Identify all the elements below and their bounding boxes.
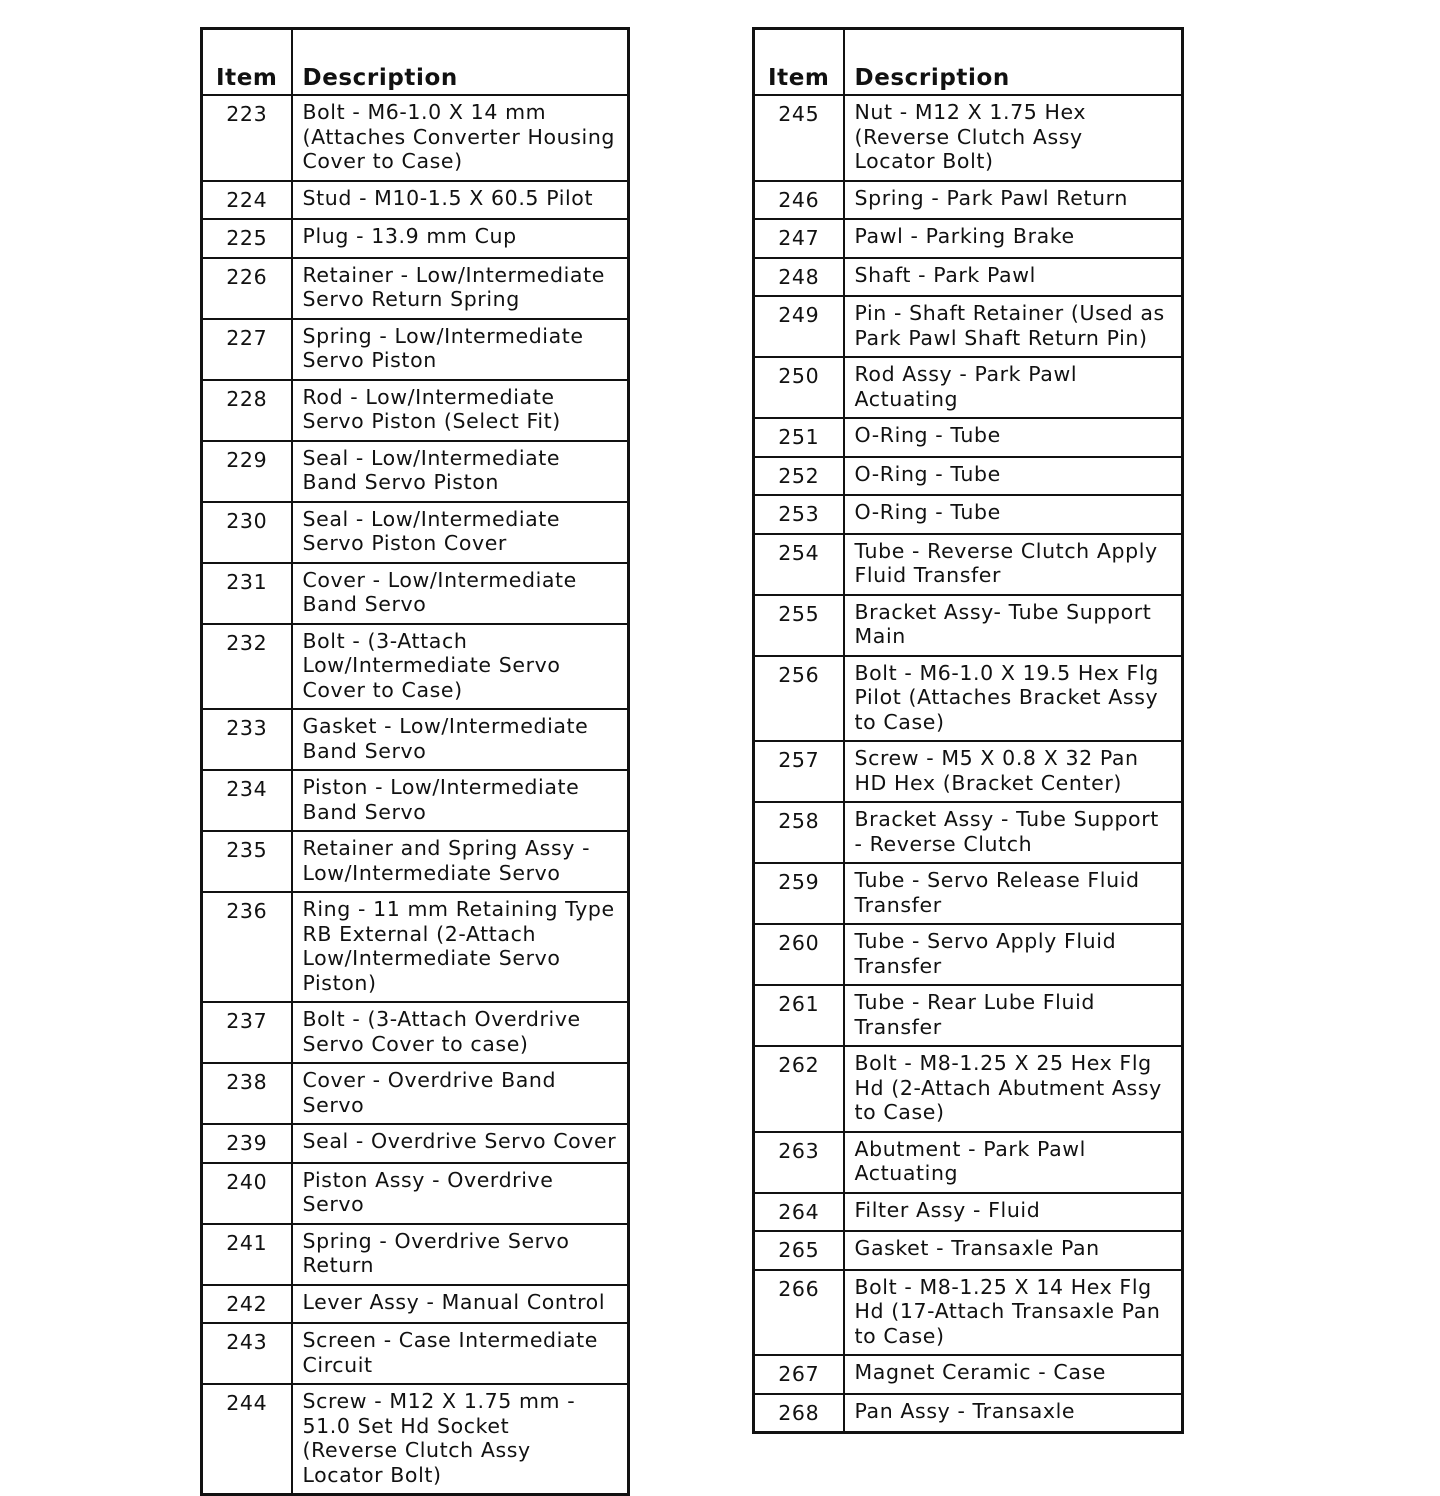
item-number: 260 [754,924,844,985]
item-number: 244 [202,1384,292,1495]
item-description: Seal - Overdrive Servo Cover [292,1124,629,1163]
item-description: Retainer - Low/Intermediate Servo Return Spring [292,258,629,319]
item-number: 233 [202,709,292,770]
item-number: 266 [754,1270,844,1356]
item-number: 224 [202,181,292,220]
table-row [754,985,1183,1046]
item-number: 246 [754,181,844,220]
item-number: 268 [754,1394,844,1433]
item-description: Filter Assy - Fluid [844,1193,1183,1232]
table-row [754,863,1183,924]
item-description: Bolt - M6-1.0 X 19.5 Hex Flg Pilot (Attaches Bracket Assy to Case) [844,656,1183,742]
item-number: 237 [202,1002,292,1063]
table-row [202,1063,629,1124]
item-number: 255 [754,595,844,656]
table-row [754,1193,1183,1232]
item-number: 248 [754,258,844,297]
item-number: 235 [202,831,292,892]
item-number: 227 [202,319,292,380]
item-description: Bracket Assy- Tube Support Main [844,595,1183,656]
item-description: Tube - Rear Lube Fluid Transfer [844,985,1183,1046]
item-number: 262 [754,1046,844,1132]
item-description: Lever Assy - Manual Control [292,1285,629,1324]
table-row [202,1124,629,1163]
item-description: Pin - Shaft Retainer (Used as Park Pawl Shaft Return Pin) [844,296,1183,357]
item-number: 251 [754,418,844,457]
table-header-row [754,29,1183,96]
item-number: 252 [754,457,844,496]
table-row [754,1394,1183,1433]
item-description: Gasket - Transaxle Pan [844,1231,1183,1270]
item-number: 228 [202,380,292,441]
item-description: Abutment - Park Pawl Actuating [844,1132,1183,1193]
item-number: 226 [202,258,292,319]
item-description: Tube - Reverse Clutch Apply Fluid Transfer [844,534,1183,595]
item-description: Screw - M5 X 0.8 X 32 Pan HD Hex (Bracket Center) [844,741,1183,802]
table-row [754,296,1183,357]
item-description: Bracket Assy - Tube Support - Reverse Clutch [844,802,1183,863]
table-row [202,319,629,380]
item-number: 223 [202,95,292,181]
item-description: Pan Assy - Transaxle [844,1394,1183,1433]
item-description: Ring - 11 mm Retaining Type RB External (2-Attach Low/Intermediate Servo Piston) [292,892,629,1002]
item-description: Spring - Park Pawl Return [844,181,1183,220]
item-number: 242 [202,1285,292,1324]
item-number: 231 [202,563,292,624]
table-row [202,502,629,563]
item-description: Pawl - Parking Brake [844,219,1183,258]
item-description: O-Ring - Tube [844,495,1183,534]
item-description: Cover - Overdrive Band Servo [292,1063,629,1124]
table-row [754,924,1183,985]
table-row [202,1285,629,1324]
item-description: Spring - Overdrive Servo Return [292,1224,629,1285]
item-description: Stud - M10-1.5 X 60.5 Pilot [292,181,629,220]
table-row [754,258,1183,297]
table-row [202,563,629,624]
item-description: Bolt - M6-1.0 X 14 mm (Attaches Converter Housing Cover to Case) [292,95,629,181]
item-number: 249 [754,296,844,357]
item-description: Nut - M12 X 1.75 Hex (Reverse Clutch Assy Locator Bolt) [844,95,1183,181]
item-number: 257 [754,741,844,802]
table-row [202,709,629,770]
table-row [754,1231,1183,1270]
item-number: 241 [202,1224,292,1285]
table-row [202,441,629,502]
table-row [754,534,1183,595]
table-row [202,1224,629,1285]
table-row [754,181,1183,220]
item-description: Piston Assy - Overdrive Servo [292,1163,629,1224]
item-description: Piston - Low/Intermediate Band Servo [292,770,629,831]
item-number: 229 [202,441,292,502]
item-number: 232 [202,624,292,710]
parts-table-left [200,27,630,1496]
item-number: 258 [754,802,844,863]
item-number: 236 [202,892,292,1002]
table-row [202,1323,629,1384]
description-column-header: Description [292,29,629,96]
table-row [754,1132,1183,1193]
item-description: Bolt - M8-1.25 X 25 Hex Flg Hd (2-Attach Abutment Assy to Case) [844,1046,1183,1132]
item-number: 264 [754,1193,844,1232]
item-description: Shaft - Park Pawl [844,258,1183,297]
table-row [202,624,629,710]
table-row [202,1163,629,1224]
table-row [754,95,1183,181]
table-row [202,181,629,220]
table-row [754,457,1183,496]
item-description: Seal - Low/Intermediate Servo Piston Cover [292,502,629,563]
table-header-row [202,29,629,96]
table-row [202,219,629,258]
item-number: 254 [754,534,844,595]
item-description: Rod Assy - Park Pawl Actuating [844,357,1183,418]
item-description: Plug - 13.9 mm Cup [292,219,629,258]
item-description: O-Ring - Tube [844,418,1183,457]
item-description: Bolt - (3-Attach Low/Intermediate Servo Cover to Case) [292,624,629,710]
item-number: 265 [754,1231,844,1270]
item-number: 230 [202,502,292,563]
table-row [754,357,1183,418]
table-row [754,418,1183,457]
item-number: 250 [754,357,844,418]
table-row [202,831,629,892]
item-number: 239 [202,1124,292,1163]
table-row [202,258,629,319]
item-column-header: Item [202,29,292,96]
item-number: 256 [754,656,844,742]
item-description: Screw - M12 X 1.75 mm - 51.0 Set Hd Socket (Reverse Clutch Assy Locator Bolt) [292,1384,629,1495]
item-description: Retainer and Spring Assy - Low/Intermediate Servo [292,831,629,892]
table-row [754,219,1183,258]
item-number: 259 [754,863,844,924]
table-row [754,656,1183,742]
item-number: 238 [202,1063,292,1124]
item-description: Tube - Servo Apply Fluid Transfer [844,924,1183,985]
table-row [202,380,629,441]
item-number: 234 [202,770,292,831]
description-column-header: Description [844,29,1183,96]
table-row [202,1002,629,1063]
table-row [754,1046,1183,1132]
table-row [754,802,1183,863]
item-number: 253 [754,495,844,534]
item-number: 245 [754,95,844,181]
item-number: 263 [754,1132,844,1193]
table-row [202,1384,629,1495]
item-number: 267 [754,1355,844,1394]
item-number: 261 [754,985,844,1046]
table-row [754,1270,1183,1356]
item-description: Tube - Servo Release Fluid Transfer [844,863,1183,924]
table-row [202,892,629,1002]
item-description: Bolt - M8-1.25 X 14 Hex Flg Hd (17-Attach Transaxle Pan to Case) [844,1270,1183,1356]
parts-table-right [752,27,1184,1434]
item-description: Bolt - (3-Attach Overdrive Servo Cover to case) [292,1002,629,1063]
item-description: O-Ring - Tube [844,457,1183,496]
table-row [754,595,1183,656]
item-number: 240 [202,1163,292,1224]
table-row [754,1355,1183,1394]
item-description: Magnet Ceramic - Case [844,1355,1183,1394]
item-number: 225 [202,219,292,258]
item-number: 243 [202,1323,292,1384]
item-description: Seal - Low/Intermediate Band Servo Piston [292,441,629,502]
item-number: 247 [754,219,844,258]
item-column-header: Item [754,29,844,96]
table-row [754,741,1183,802]
table-row [754,495,1183,534]
item-description: Gasket - Low/Intermediate Band Servo [292,709,629,770]
item-description: Rod - Low/Intermediate Servo Piston (Select Fit) [292,380,629,441]
table-row [202,770,629,831]
table-row [202,95,629,181]
item-description: Screen - Case Intermediate Circuit [292,1323,629,1384]
item-description: Spring - Low/Intermediate Servo Piston [292,319,629,380]
item-description: Cover - Low/Intermediate Band Servo [292,563,629,624]
